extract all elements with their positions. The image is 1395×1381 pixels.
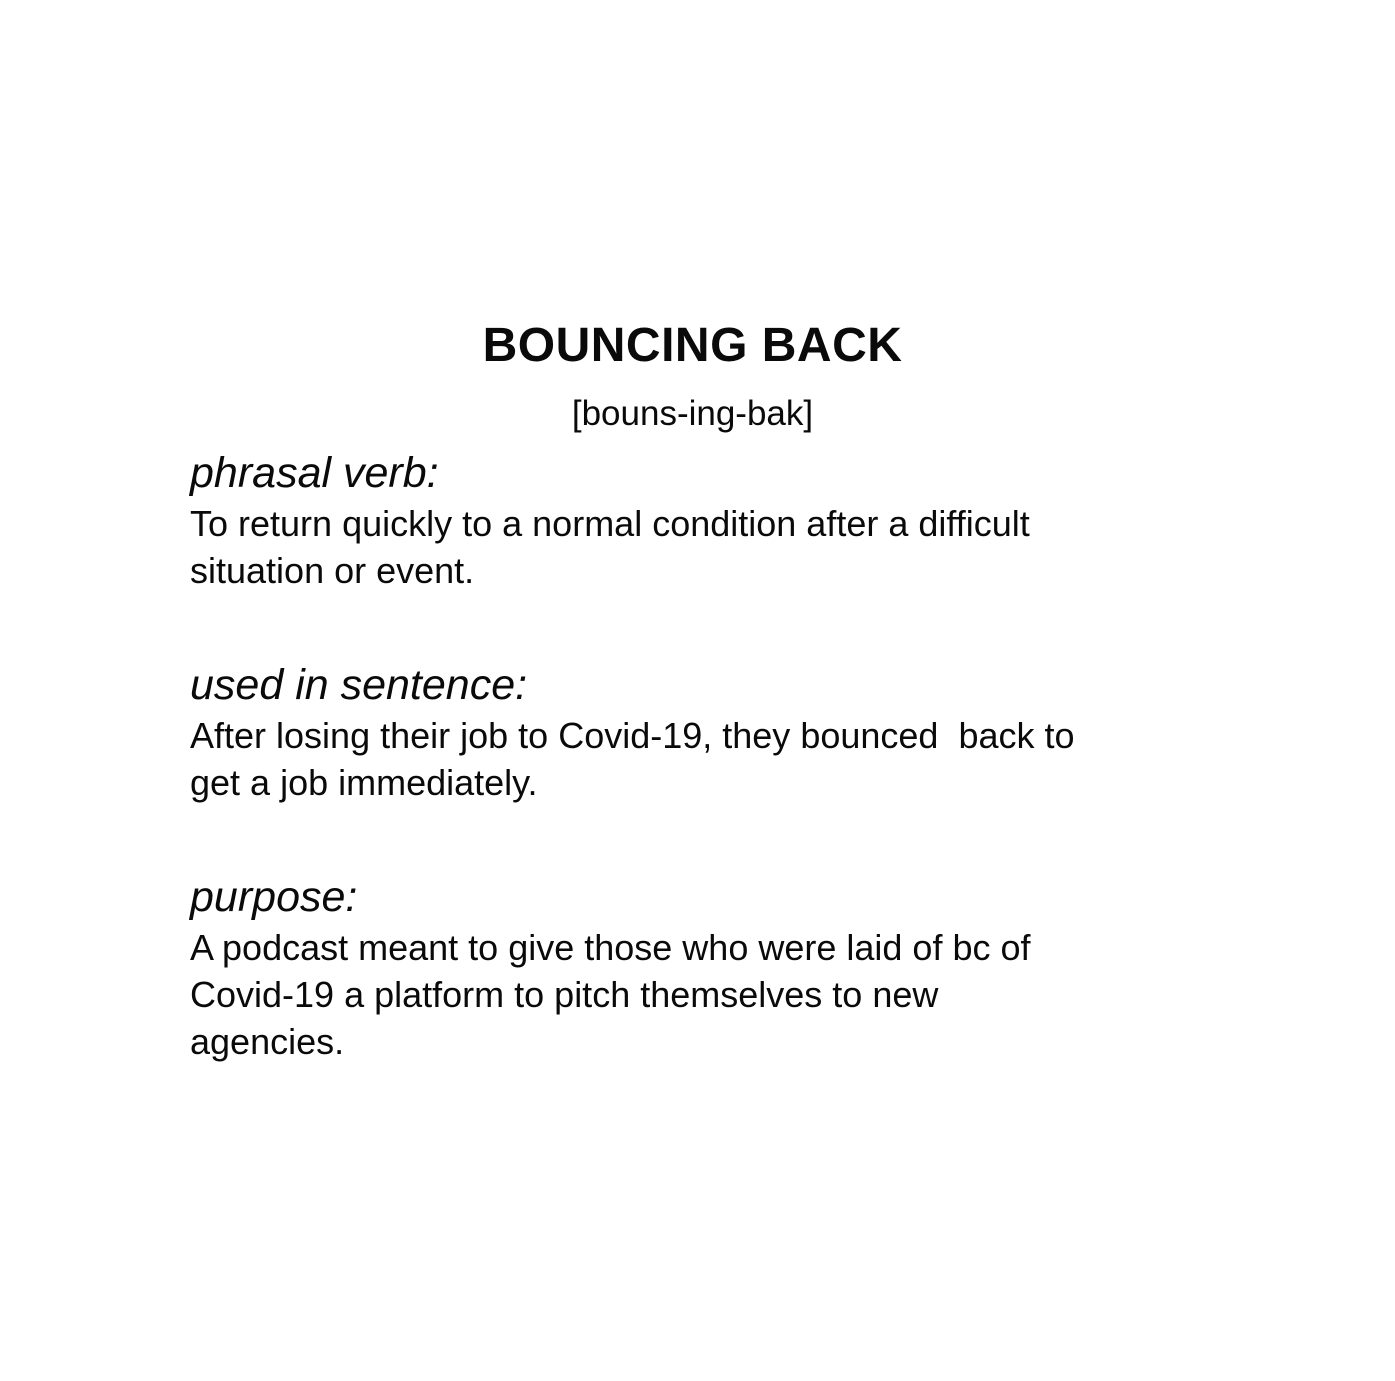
example-label: used in sentence: — [190, 661, 528, 709]
purpose-line: Covid-19 a platform to pitch themselves to new — [190, 974, 939, 1015]
purpose-line: A podcast meant to give those who were laid of bc of — [190, 927, 1031, 968]
headword-title: BOUNCING BACK — [482, 319, 903, 372]
part-of-speech-label: phrasal verb: — [190, 449, 439, 497]
definition-line: To return quickly to a normal condition after a difficult — [190, 503, 1030, 544]
purpose-line: agencies. — [190, 1021, 345, 1062]
definition-line: situation or event. — [190, 550, 475, 591]
purpose-text — [190, 924, 1250, 1065]
purpose-section — [190, 870, 1250, 1065]
pronunciation: [bouns-ing-bak] — [571, 394, 814, 433]
example-section — [190, 658, 1250, 806]
example-line: After losing their job to Covid-19, they bounced back to — [190, 715, 1075, 756]
definition-text — [190, 500, 1250, 594]
example-text — [190, 712, 1250, 806]
definition-section — [190, 446, 1250, 594]
purpose-label: purpose: — [190, 873, 358, 921]
example-line: get a job immediately. — [190, 762, 538, 803]
